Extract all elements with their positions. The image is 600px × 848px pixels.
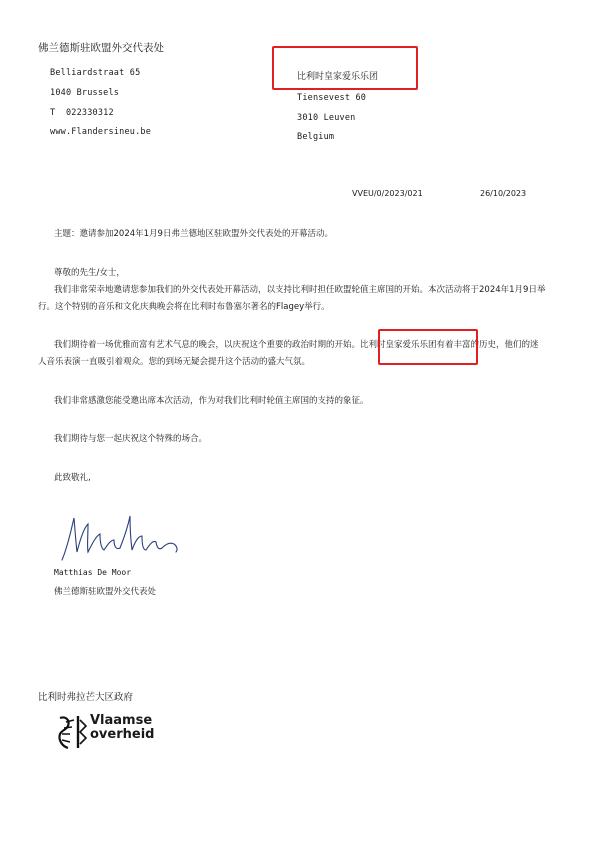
recipient-name: 比利时皇家爱乐乐团	[297, 72, 379, 82]
logo-line-2: overheid	[90, 727, 155, 742]
paragraph-1-line: 我们非常荣幸地邀请您参加我们的外交代表处开幕活动，以支持比利时担任欧盟轮值主席国的开始。本次活动将于2024年1月9日举	[54, 285, 546, 295]
sender-address-line: 1040 Brussels	[50, 88, 120, 98]
subject-line: 主题：邀请参加2024年1月9日弗兰德地区驻欧盟外交代表处的开幕活动。	[54, 229, 333, 239]
sender-address-line: Belliardstraat 65	[50, 68, 141, 78]
orchestra-highlight-box	[378, 329, 478, 365]
paragraph-2-text: 有着丰富的历史，他们的迷	[436, 340, 539, 350]
signatory-organization: 佛兰德斯驻欧盟外交代表处	[54, 587, 157, 597]
footer-organization: 比利时弗拉芒大区政府	[38, 692, 134, 703]
paragraph-2-text: 我们期待着一场优雅而富有艺术气息的晚会，以庆祝这个重要的政治时期的开始。	[54, 340, 361, 350]
sender-name: 佛兰德斯驻欧盟外交代表处	[38, 42, 164, 54]
logo-line-1: Vlaamse	[90, 713, 153, 728]
paragraph-3: 我们非常感激您能受邀出席本次活动，作为对我们比利时轮值主席国的支持的象征。	[54, 396, 369, 406]
reference-number: VVEU/0/2023/021	[352, 189, 423, 198]
closing: 此致敬礼,	[54, 473, 91, 483]
highlighted-orchestra-name: 比利时皇家爱乐乐团	[360, 340, 437, 350]
paragraph-1-line: 行。这个特别的音乐和文化庆典晚会将在比利时布鲁塞尔著名的Flagey举行。	[38, 302, 330, 312]
letter-date: 26/10/2023	[480, 189, 527, 198]
salutation: 尊敬的先生/女士，	[54, 268, 125, 278]
logo-wordmark	[90, 714, 154, 742]
signatory-name: Matthias De Moor	[54, 568, 132, 577]
recipient-country: Belgium	[297, 132, 335, 142]
paragraph-4: 我们期待与您一起庆祝这个特殊的场合。	[54, 434, 208, 444]
sender-phone: T 022330312	[50, 108, 114, 118]
signature-image	[58, 508, 188, 568]
recipient-highlight-box	[272, 46, 418, 90]
flemish-lion-logo-icon	[52, 712, 88, 752]
paragraph-2-line: 人音乐表演一直吸引着观众。您的到场无疑会提升这个活动的盛大气氛。	[38, 357, 311, 367]
recipient-address-line: 3010 Leuven	[297, 113, 356, 123]
sender-website: www.Flandersineu.be	[50, 127, 152, 137]
recipient-address-line: Tiensevest 60	[297, 93, 367, 103]
